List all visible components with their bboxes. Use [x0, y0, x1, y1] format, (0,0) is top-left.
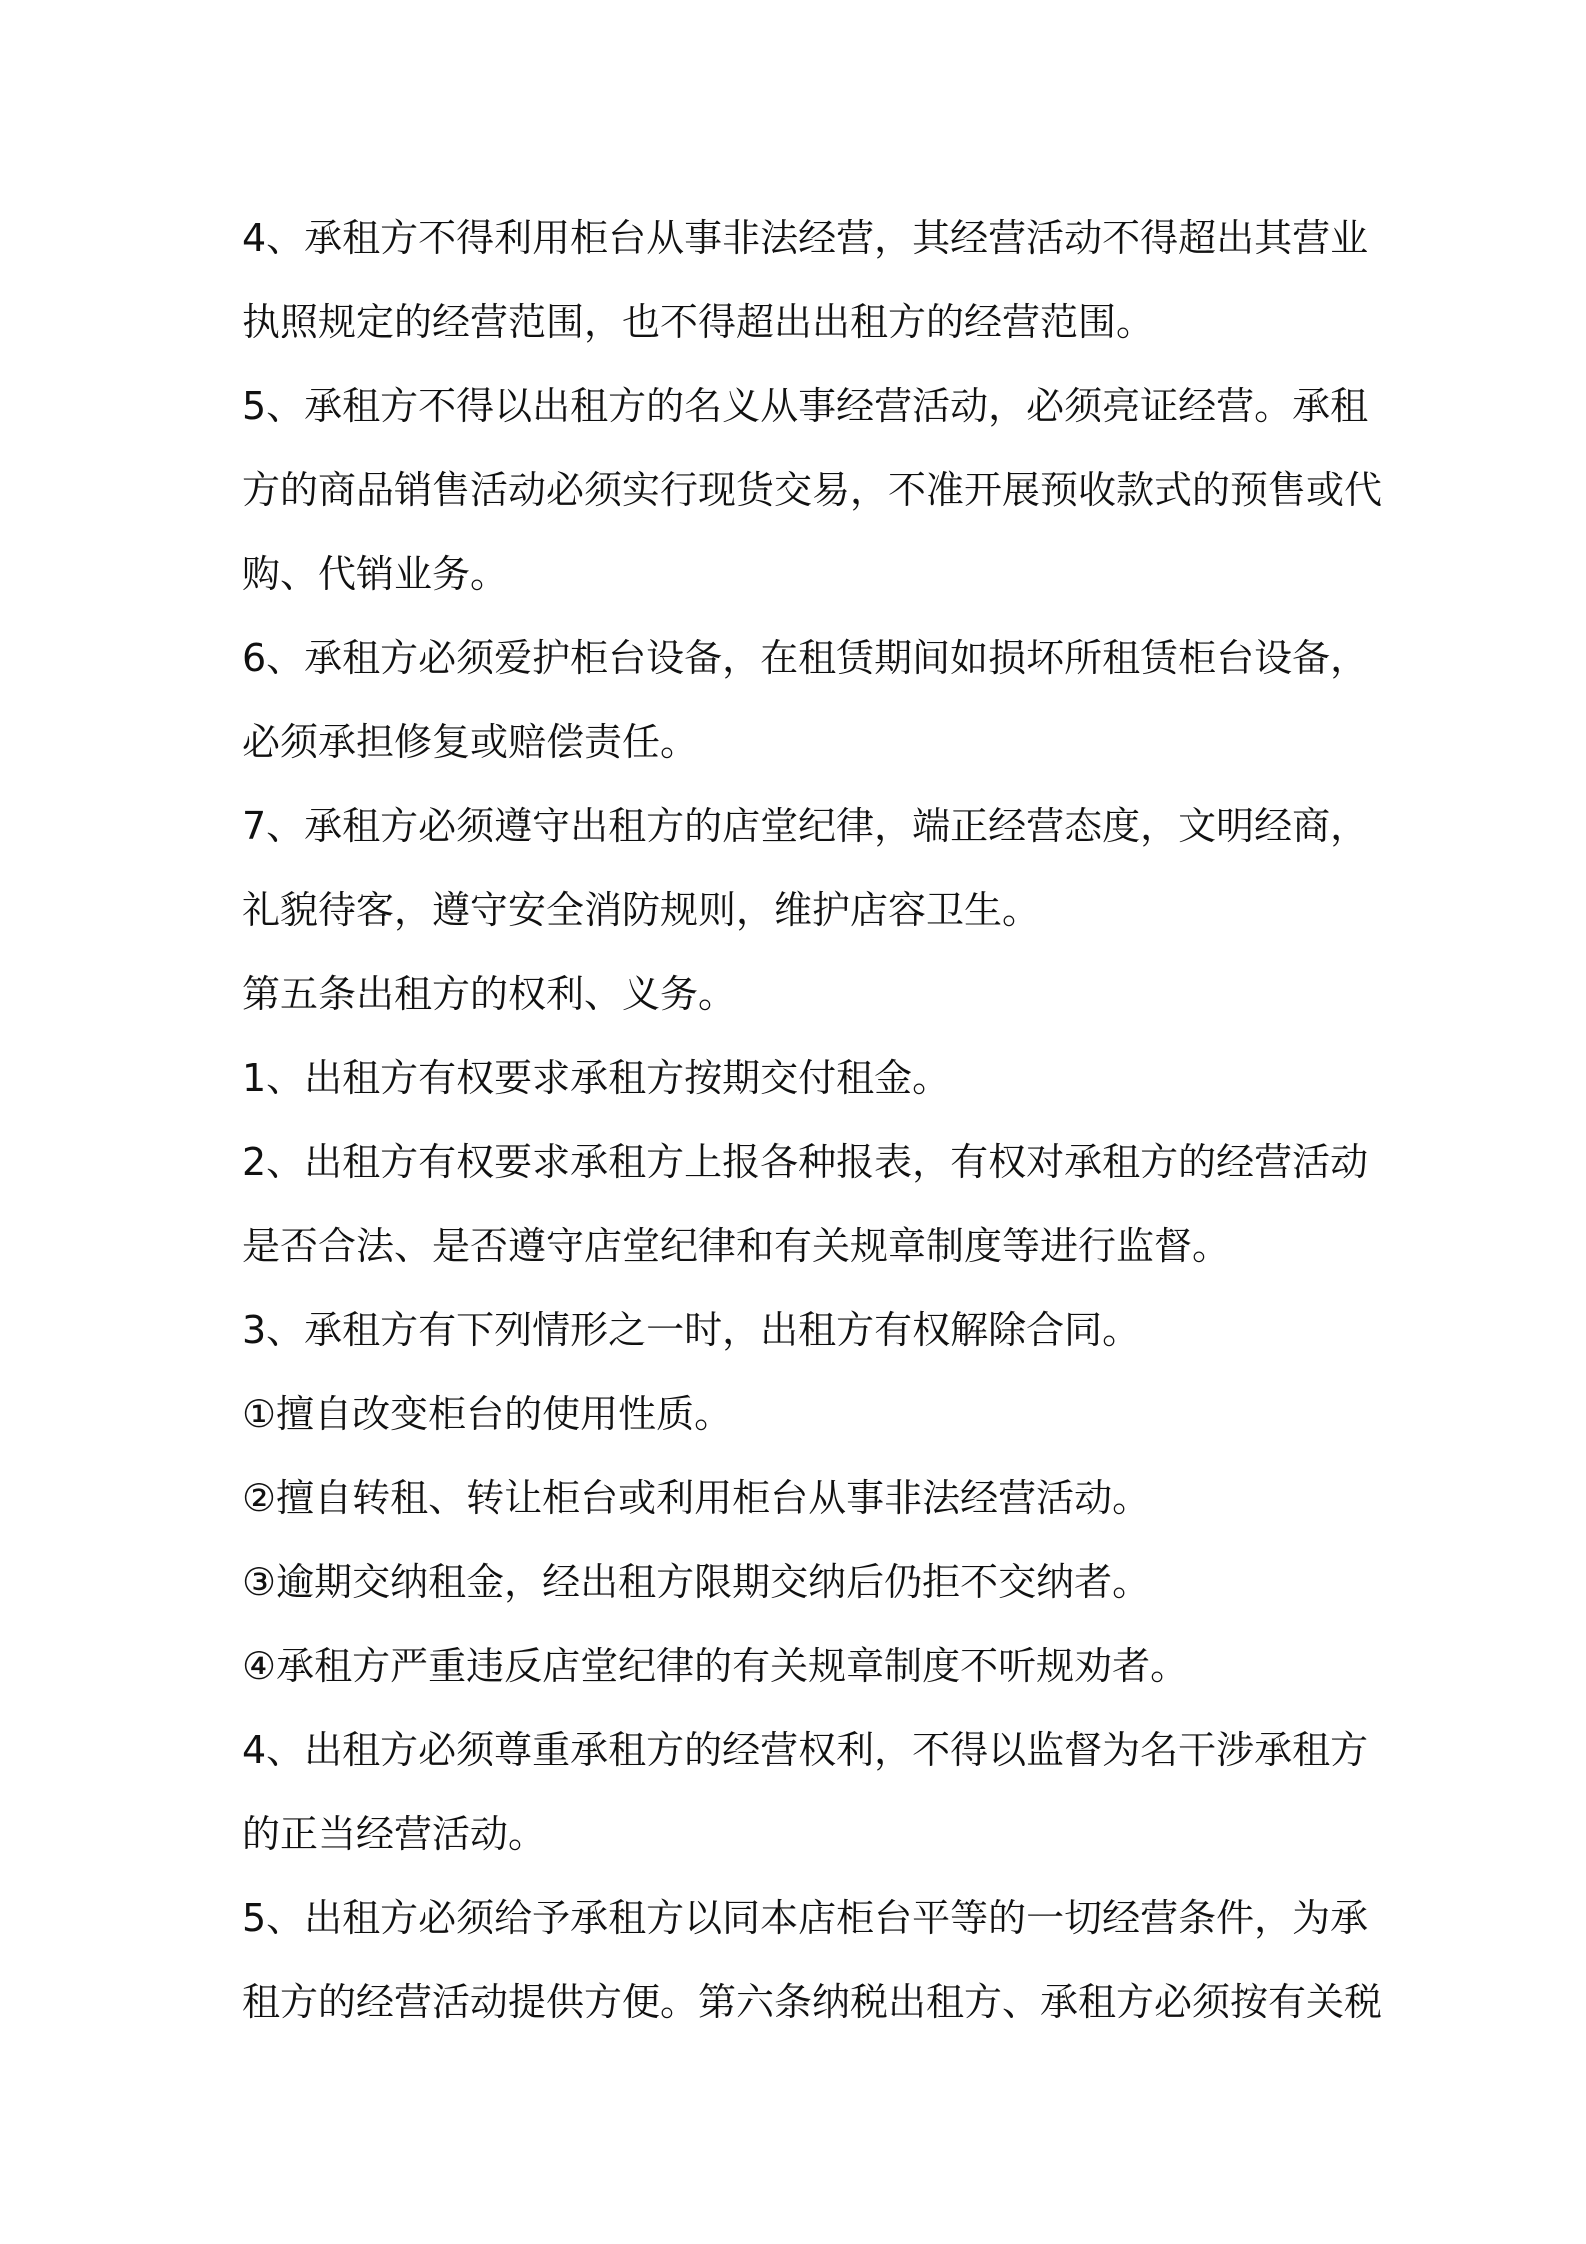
text-line: 执照规定的经营范围，也不得超出出租方的经营范围。 — [242, 300, 1155, 344]
text-line: 的正当经营活动。 — [242, 1812, 547, 1856]
text-line: 5、出租方必须给予承租方以同本店柜台平等的一切经营条件，为承 — [242, 1896, 1369, 1940]
text-line: 7、承租方必须遵守出租方的店堂纪律，端正经营态度，文明经商， — [242, 804, 1369, 848]
text-line: 3、承租方有下列情形之一时，出租方有权解除合同。 — [242, 1308, 1141, 1352]
text-line: 5、承租方不得以出租方的名义从事经营活动，必须亮证经营。承租 — [242, 384, 1369, 428]
text-line: 必须承担修复或赔偿责任。 — [242, 720, 699, 764]
list-item: ②擅自转租、转让柜台或利用柜台从事非法经营活动。 — [242, 1476, 1151, 1520]
list-item: ③逾期交纳租金，经出租方限期交纳后仍拒不交纳者。 — [242, 1560, 1151, 1604]
text-line: 购、代销业务。 — [242, 552, 509, 596]
document-body — [242, 196, 1383, 2044]
list-item: ①擅自改变柜台的使用性质。 — [242, 1392, 733, 1436]
text-line: 4、出租方必须尊重承租方的经营权利，不得以监督为名干涉承租方 — [242, 1728, 1369, 1772]
text-line: 方的商品销售活动必须实行现货交易，不准开展预收款式的预售或代 — [242, 468, 1383, 512]
text-line: 4、承租方不得利用柜台从事非法经营，其经营活动不得超出其营业 — [242, 216, 1369, 260]
text-line: 租方的经营活动提供方便。第六条纳税出租方、承租方必须按有关税 — [242, 1980, 1383, 2024]
text-line: 6、承租方必须爱护柜台设备，在租赁期间如损坏所租赁柜台设备， — [242, 636, 1369, 680]
text-line: 1、出租方有权要求承租方按期交付租金。 — [242, 1056, 951, 1100]
text-line: 2、出租方有权要求承租方上报各种报表，有权对承租方的经营活动 — [242, 1140, 1369, 1184]
list-item: ④承租方严重违反店堂纪律的有关规章制度不听规劝者。 — [242, 1644, 1189, 1688]
section-heading: 第五条出租方的权利、义务。 — [242, 972, 737, 1016]
text-line: 礼貌待客，遵守安全消防规则，维护店容卫生。 — [242, 888, 1041, 932]
text-line: 是否合法、是否遵守店堂纪律和有关规章制度等进行监督。 — [242, 1224, 1231, 1268]
